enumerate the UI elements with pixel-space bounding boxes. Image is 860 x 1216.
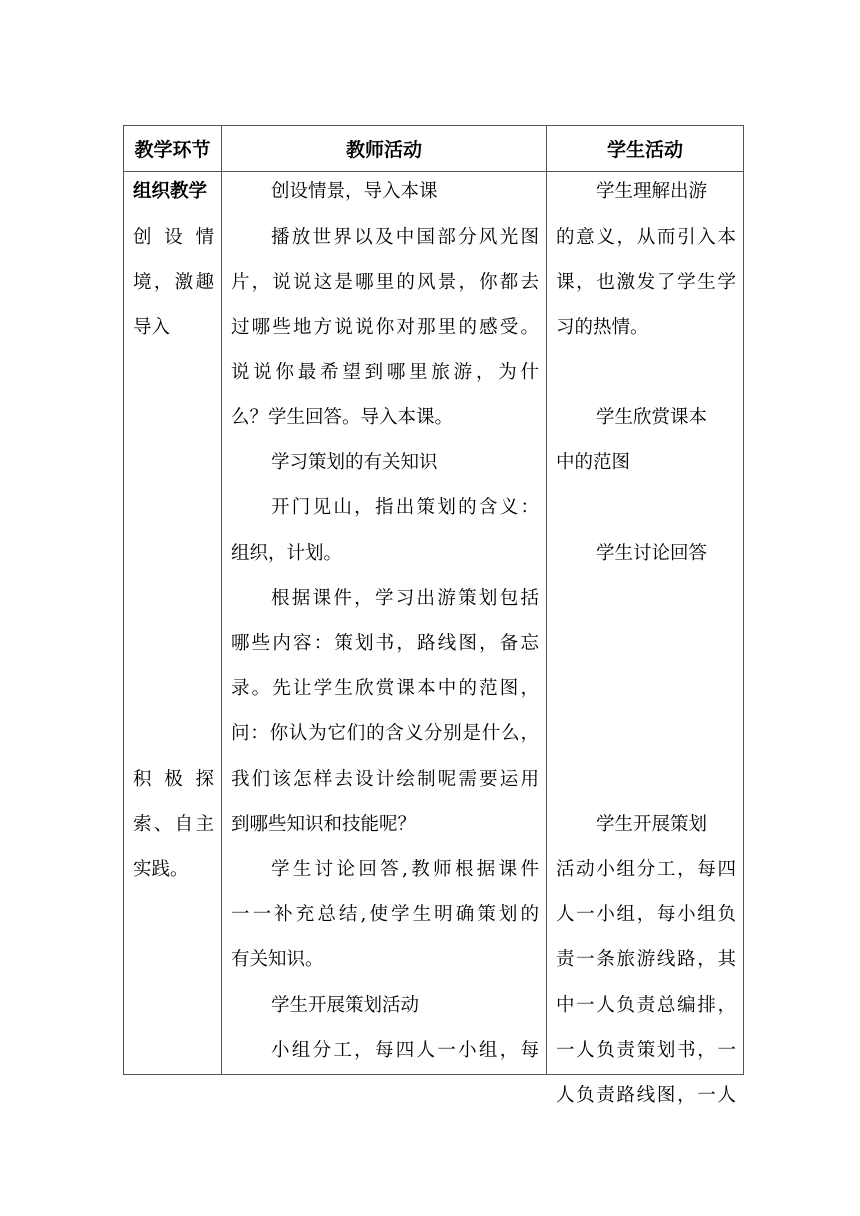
teacher-line: 学习策划的有关知识 <box>271 452 438 473</box>
stage-cell <box>124 172 222 1075</box>
teacher-line: 说说你最希望到哪里旅游，为什 <box>231 362 539 383</box>
student-line: 责一条旅游线路，其 <box>556 949 736 970</box>
stage-line: 索、自主 <box>133 814 214 835</box>
teacher-line: 播放世界以及中国部分风光图 <box>271 227 539 248</box>
teacher-line: 我们该怎样去设计绘制呢需要运用 <box>231 769 539 790</box>
student-line: 学生开展策划 <box>596 814 708 835</box>
teacher-line: 根据课件，学习出游策划包括 <box>271 588 539 609</box>
student-line: 学生讨论回答 <box>596 543 708 564</box>
student-line: 习的热情。 <box>556 317 649 338</box>
teacher-line: 创设情景，导入本课 <box>271 181 438 202</box>
stage-line: 创 设 情 <box>133 227 214 248</box>
student-line: 中的范图 <box>556 452 631 473</box>
teacher-line: 小组分工，每四人一小组，每 <box>271 1040 539 1061</box>
header-teacher-activity: 教师活动 <box>222 126 547 172</box>
teacher-line: 一一补充总结,使学生明确策划的 <box>231 904 539 925</box>
teacher-activity-cell <box>222 172 547 1075</box>
student-line: 课，也激发了学生学 <box>556 272 736 293</box>
student-line: 的意义，从而引入本 <box>556 227 736 248</box>
header-teaching-stage: 教学环节 <box>124 126 222 172</box>
teacher-line: 组织，计划。 <box>231 543 343 564</box>
teacher-line: 开门见山，指出策划的含义： <box>271 497 539 518</box>
teacher-line: 哪些内容：策划书，路线图，备忘 <box>231 633 539 654</box>
teacher-line: 过哪些地方说说你对那里的感受。 <box>231 317 539 338</box>
student-line: 学生理解出游 <box>596 181 708 202</box>
stage-line: 积 极 探 <box>133 769 214 790</box>
teacher-line: 录。先让学生欣赏课本中的范图， <box>231 678 539 699</box>
teacher-line: 么？学生回答。导入本课。 <box>231 407 454 428</box>
teacher-line: 到哪些知识和技能呢？ <box>231 814 417 835</box>
stage-line: 导入 <box>133 317 171 338</box>
student-line: 人负责路线图，一人 <box>556 1085 736 1106</box>
teacher-line: 有关知识。 <box>231 949 324 970</box>
student-line: 中一人负责总编排， <box>556 995 736 1016</box>
stage-line: 实践。 <box>133 859 189 880</box>
student-line: 人一小组，每小组负 <box>556 904 736 925</box>
teacher-line: 学生讨论回答,教师根据课件 <box>271 859 539 880</box>
student-line: 活动小组分工，每四 <box>556 859 736 880</box>
lesson-plan-table <box>123 125 744 1106</box>
table-row <box>124 172 744 1075</box>
teacher-line: 问：你认为它们的含义分别是什么， <box>231 723 539 744</box>
student-activity-cell <box>547 172 744 1106</box>
teacher-line: 学生开展策划活动 <box>271 995 420 1016</box>
header-student-activity: 学生活动 <box>547 126 744 172</box>
student-line: 一人负责策划书，一 <box>556 1040 736 1061</box>
table-header-row <box>124 126 744 172</box>
teacher-line: 片，说说这是哪里的风景，你都去 <box>231 272 539 293</box>
student-line: 学生欣赏课本 <box>596 407 708 428</box>
stage-line: 境，激趣 <box>133 272 214 293</box>
stage-title: 组织教学 <box>133 181 208 202</box>
